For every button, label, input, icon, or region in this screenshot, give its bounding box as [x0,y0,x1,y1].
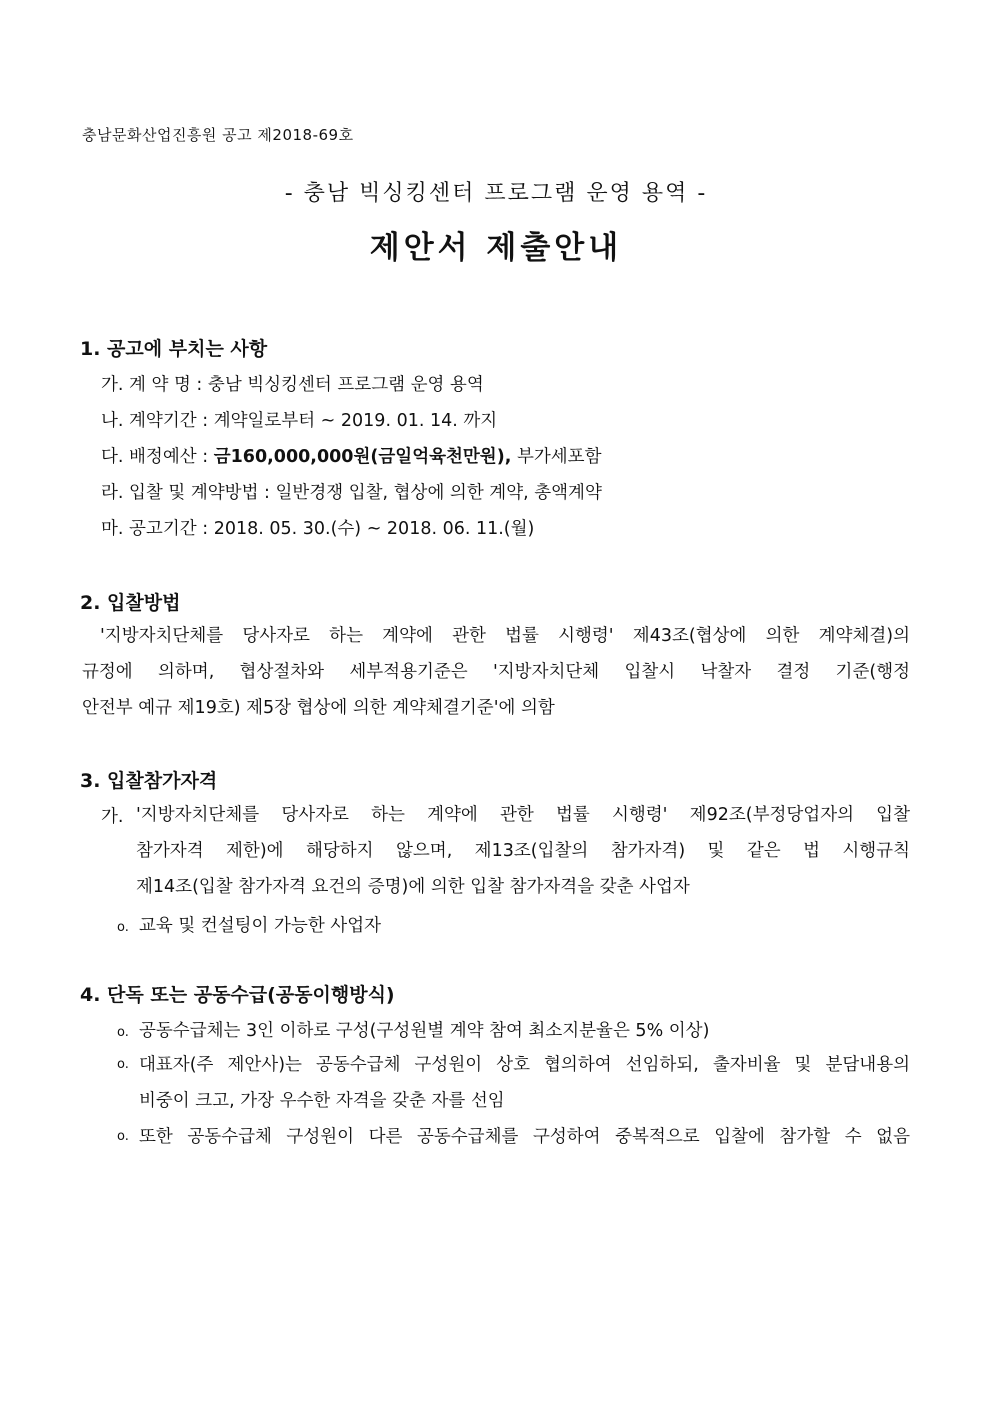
item-value: 일반경쟁 입찰, 협상에 의한 계약, 총액계약 [275,483,602,503]
section-1-item-budget [101,443,601,468]
paragraph-line: 안전부 예규 제19호) 제5장 협상에 의한 계약체결기준'에 의함 [82,698,555,718]
item-value: 2018. 05. 30.(수) ~ 2018. 06. 11.(월) [213,519,535,539]
section-1-heading: 1. 공고에 부치는 사항 [80,338,268,360]
document-title: 제안서 제출안내 [369,230,623,266]
section-2-heading: 2. 입찰방법 [80,592,181,614]
section-1-item-contract-period [101,407,497,432]
section-4-bullet-2 [139,1047,910,1119]
section-1-item-notice-period [101,515,534,540]
bullet-mark: o. [117,920,129,935]
section-4-bullet-3-mark [117,1125,139,1145]
bullet-text: 또한 공동수급체 구성원이 다른 공동수급체를 구성하여 중복적으로 입찰에 참가할 수 없음 [139,1127,910,1147]
paragraph-line: 규정에 의하며, 협상절차와 세부적용기준은 '지방자치단체 입찰시 낙찰자 결정 기준(행정 [82,662,910,682]
bullet-mark: o. [117,1025,129,1040]
bullet-text: 대표자(주 제안사)는 공동수급체 구성원이 상호 협의하여 선임하되, 출자비율 및 분담내용의 [139,1055,910,1075]
item-value: 부가세포함 [516,447,602,467]
section-4-bullet-3 [139,1119,910,1155]
paragraph-line: '지방자치단체를 당사자로 하는 계약에 관한 법률 시행령' 제92조(부정당업자의 입찰 [136,805,910,825]
section-1-item-bid-method [101,479,602,504]
section-2-paragraph [82,618,910,726]
document-subtitle: - 충남 빅싱킹센터 프로그램 운영 용역 - [284,181,708,206]
paragraph-line: '지방자치단체를 당사자로 하는 계약에 관한 법률 시행령' 제43조(협상에 의한 계약체결)의 [100,626,910,646]
section-3-item-text [136,797,910,905]
section-4-bullet-2-mark [117,1053,139,1073]
section-3-bullet [117,912,381,937]
bullet-mark: o. [117,1057,129,1072]
item-label: 라. 입찰 및 계약방법 : [101,483,270,503]
paragraph-line: 참가자격 제한)에 해당하지 않으며, 제13조(입찰의 참가자격) 및 같은 법 시행규칙 [136,841,910,861]
notice-number: 충남문화산업진흥원 공고 제2018-69호 [82,126,354,144]
item-value: 충남 빅싱킹센터 프로그램 운영 용역 [207,375,484,395]
budget-amount: 금160,000,000원(금일억육천만원), [213,447,512,467]
bullet-text: 비중이 크고, 가장 우수한 자격을 갖춘 자를 선임 [139,1091,505,1111]
section-1-item-contract-name [101,371,484,396]
section-3-item-label: 가. [101,807,124,827]
bullet-text: 교육 및 컨설팅이 가능한 사업자 [139,916,382,936]
section-4-heading: 4. 단독 또는 공동수급(공동이행방식) [80,984,395,1006]
item-label: 다. 배정예산 : [101,447,209,467]
item-label: 나. 계약기간 : [101,411,209,431]
item-label: 가. 계 약 명 : [101,375,203,395]
item-value: 계약일로부터 ~ 2019. 01. 14. 까지 [213,411,498,431]
section-3-heading: 3. 입찰참가자격 [80,770,218,792]
section-4-bullet-1 [117,1017,709,1042]
bullet-mark: o. [117,1129,129,1144]
paragraph-line: 제14조(입찰 참가자격 요건의 증명)에 의한 입찰 참가자격을 갖춘 사업자 [136,877,690,897]
item-label: 마. 공고기간 : [101,519,209,539]
bullet-text: 공동수급체는 3인 이하로 구성(구성원별 계약 참여 최소지분율은 5% 이상) [139,1021,710,1041]
